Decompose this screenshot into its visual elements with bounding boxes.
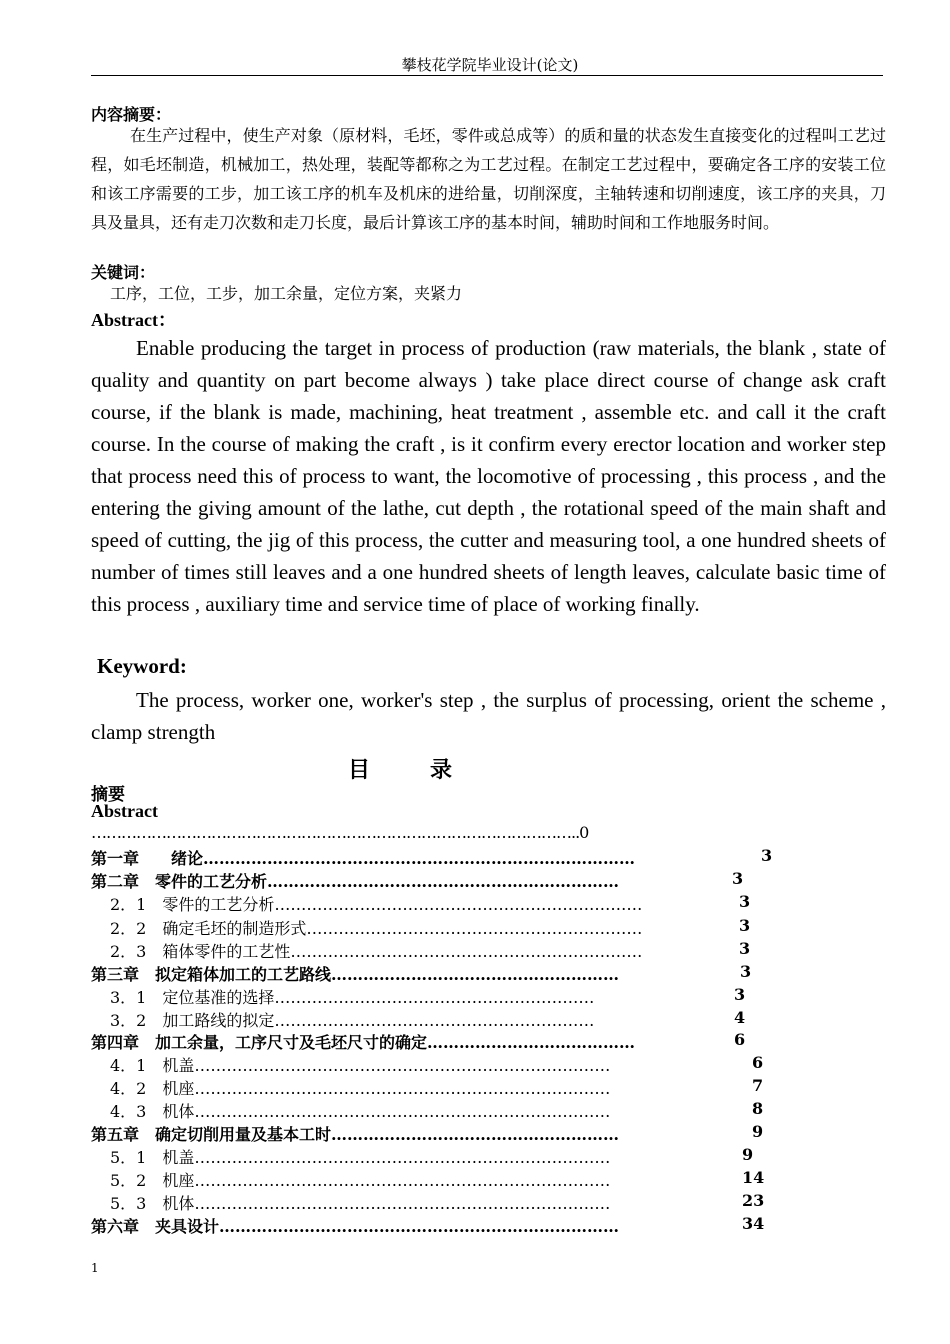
toc-entry-page: 3 (739, 939, 751, 958)
toc-entry-label: 4．1 机盖…………………………………………………………………… (110, 1056, 611, 1075)
toc-entry-label: 3．1 定位基准的选择…………………………………………………… (110, 988, 595, 1007)
toc-entry-page: 3 (761, 846, 773, 865)
toc-entry-label: 2．1 零件的工艺分析…………………………………………………………… (110, 895, 643, 914)
keywords-cn: 工序，工位，工步，加工余量，定位方案，夹紧力 (110, 284, 463, 303)
toc-entry-page: 14 (742, 1168, 765, 1187)
toc-entry-page: 3 (739, 916, 751, 935)
abstract-en-heading: Abstract： (91, 310, 176, 330)
toc-entry-page: 3 (739, 892, 751, 911)
toc-entry-page: 6 (734, 1030, 746, 1049)
toc-entry-label: 第三章 拟定箱体加工的工艺路线……………………………………………… (91, 965, 620, 984)
toc-entry-label: 3．2 加工路线的拟定…………………………………………………… (110, 1011, 595, 1030)
toc-entry-label: 2．2 确定毛坯的制造形式……………………………………………………… (110, 919, 643, 938)
toc-entry-label: 2．3 箱体零件的工艺性………………………………………………………… (110, 942, 643, 961)
toc-entry-label: 第二章 零件的工艺分析………………………………………………………… (91, 872, 620, 891)
toc-entry-page: 34 (742, 1214, 765, 1233)
toc-entry-page: 6 (752, 1053, 764, 1072)
toc-entry-page: 3 (740, 962, 752, 981)
toc-entry-page: 3 (732, 869, 744, 888)
keywords-en: The process, worker one, worker's step , the surplus of processing, orient the scheme , clamp strength (91, 688, 886, 744)
toc-abstract-dots: ……………………………………………………………………………………..0 (91, 823, 589, 842)
toc-entry-page: 9 (752, 1122, 764, 1141)
toc-entry-label: 第六章 夹具设计………………………………………………………………… (91, 1217, 620, 1236)
toc-entry-label: 第一章 绪论……………………………………………………………………… (91, 849, 636, 868)
toc-entry-page: 8 (752, 1099, 764, 1118)
toc-entry-page: 3 (734, 985, 746, 1004)
toc-entry-label: 第四章 加工余量，工序尺寸及毛坯尺寸的确定………………………………… (91, 1033, 636, 1052)
keywords-cn-heading: 关键词： (91, 263, 156, 282)
page-header: 攀枝花学院毕业设计(论文) (401, 56, 579, 74)
abstract-en-body: Enable producing the target in process of production (raw materials, the blank , state of quality and quantity on part become always ) take place direct course of change ask craft course, if the blank is made, machining, heat treatment , assemble etc. and call it the craft course. In the course of making the craft , is it confirm every erector location and worker step that process need this of process to want, the locomotive of processing , this process , and the entering the giving amount of the lathe, cut depth , the rotational speed of the main shaft and speed of cutting, the jig of this process, the cutter and measuring tool, a one hundred sheets of number of times still leaves and a one hundred sheets of length leaves, calculate basic time of this process , auxiliary time and service time of place of working finally. (91, 336, 886, 616)
toc-abstract-cn: 摘要 (91, 785, 125, 805)
toc-entry-page: 23 (742, 1191, 765, 1210)
abstract-cn-body: 在生产过程中，使生产对象（原材料，毛坯，零件或总成等）的质和量的状态发生直接变化的过程叫工艺过程，如毛坯制造，机械加工，热处理，装配等都称之为工艺过程。在制定工艺过程中，要确定各工序的安装工位和该工序需要的工步，加工该工序的机车及机床的进给量，切削深度，主轴转速和切削速度，该工序的夹具，刀具及量具，还有走刀次数和走刀长度，最后计算该工序的基本时间，辅助时间和工作地服务时间。 (91, 126, 886, 232)
toc-entry-label: 4．3 机体…………………………………………………………………… (110, 1102, 611, 1121)
toc-entry-label: 5．1 机盖…………………………………………………………………… (110, 1148, 611, 1167)
header-rule (91, 75, 883, 76)
toc-abstract-en: Abstract (91, 801, 158, 821)
toc-entry-page: 7 (752, 1076, 764, 1095)
toc-entry-label: 5．2 机座…………………………………………………………………… (110, 1171, 611, 1190)
abstract-cn-heading: 内容摘要： (91, 105, 172, 124)
toc-entry-label: 第五章 确定切削用量及基本工时……………………………………………… (91, 1125, 620, 1144)
toc-title: 目录 (348, 757, 513, 783)
toc-entry-page: 9 (742, 1145, 754, 1164)
page-number: 1 (91, 1261, 99, 1275)
toc-entry-label: 4．2 机座…………………………………………………………………… (110, 1079, 611, 1098)
toc-entry-label: 5．3 机体…………………………………………………………………… (110, 1194, 611, 1213)
keyword-en-heading: Keyword: (97, 654, 187, 678)
toc-entry-page: 4 (734, 1008, 746, 1027)
